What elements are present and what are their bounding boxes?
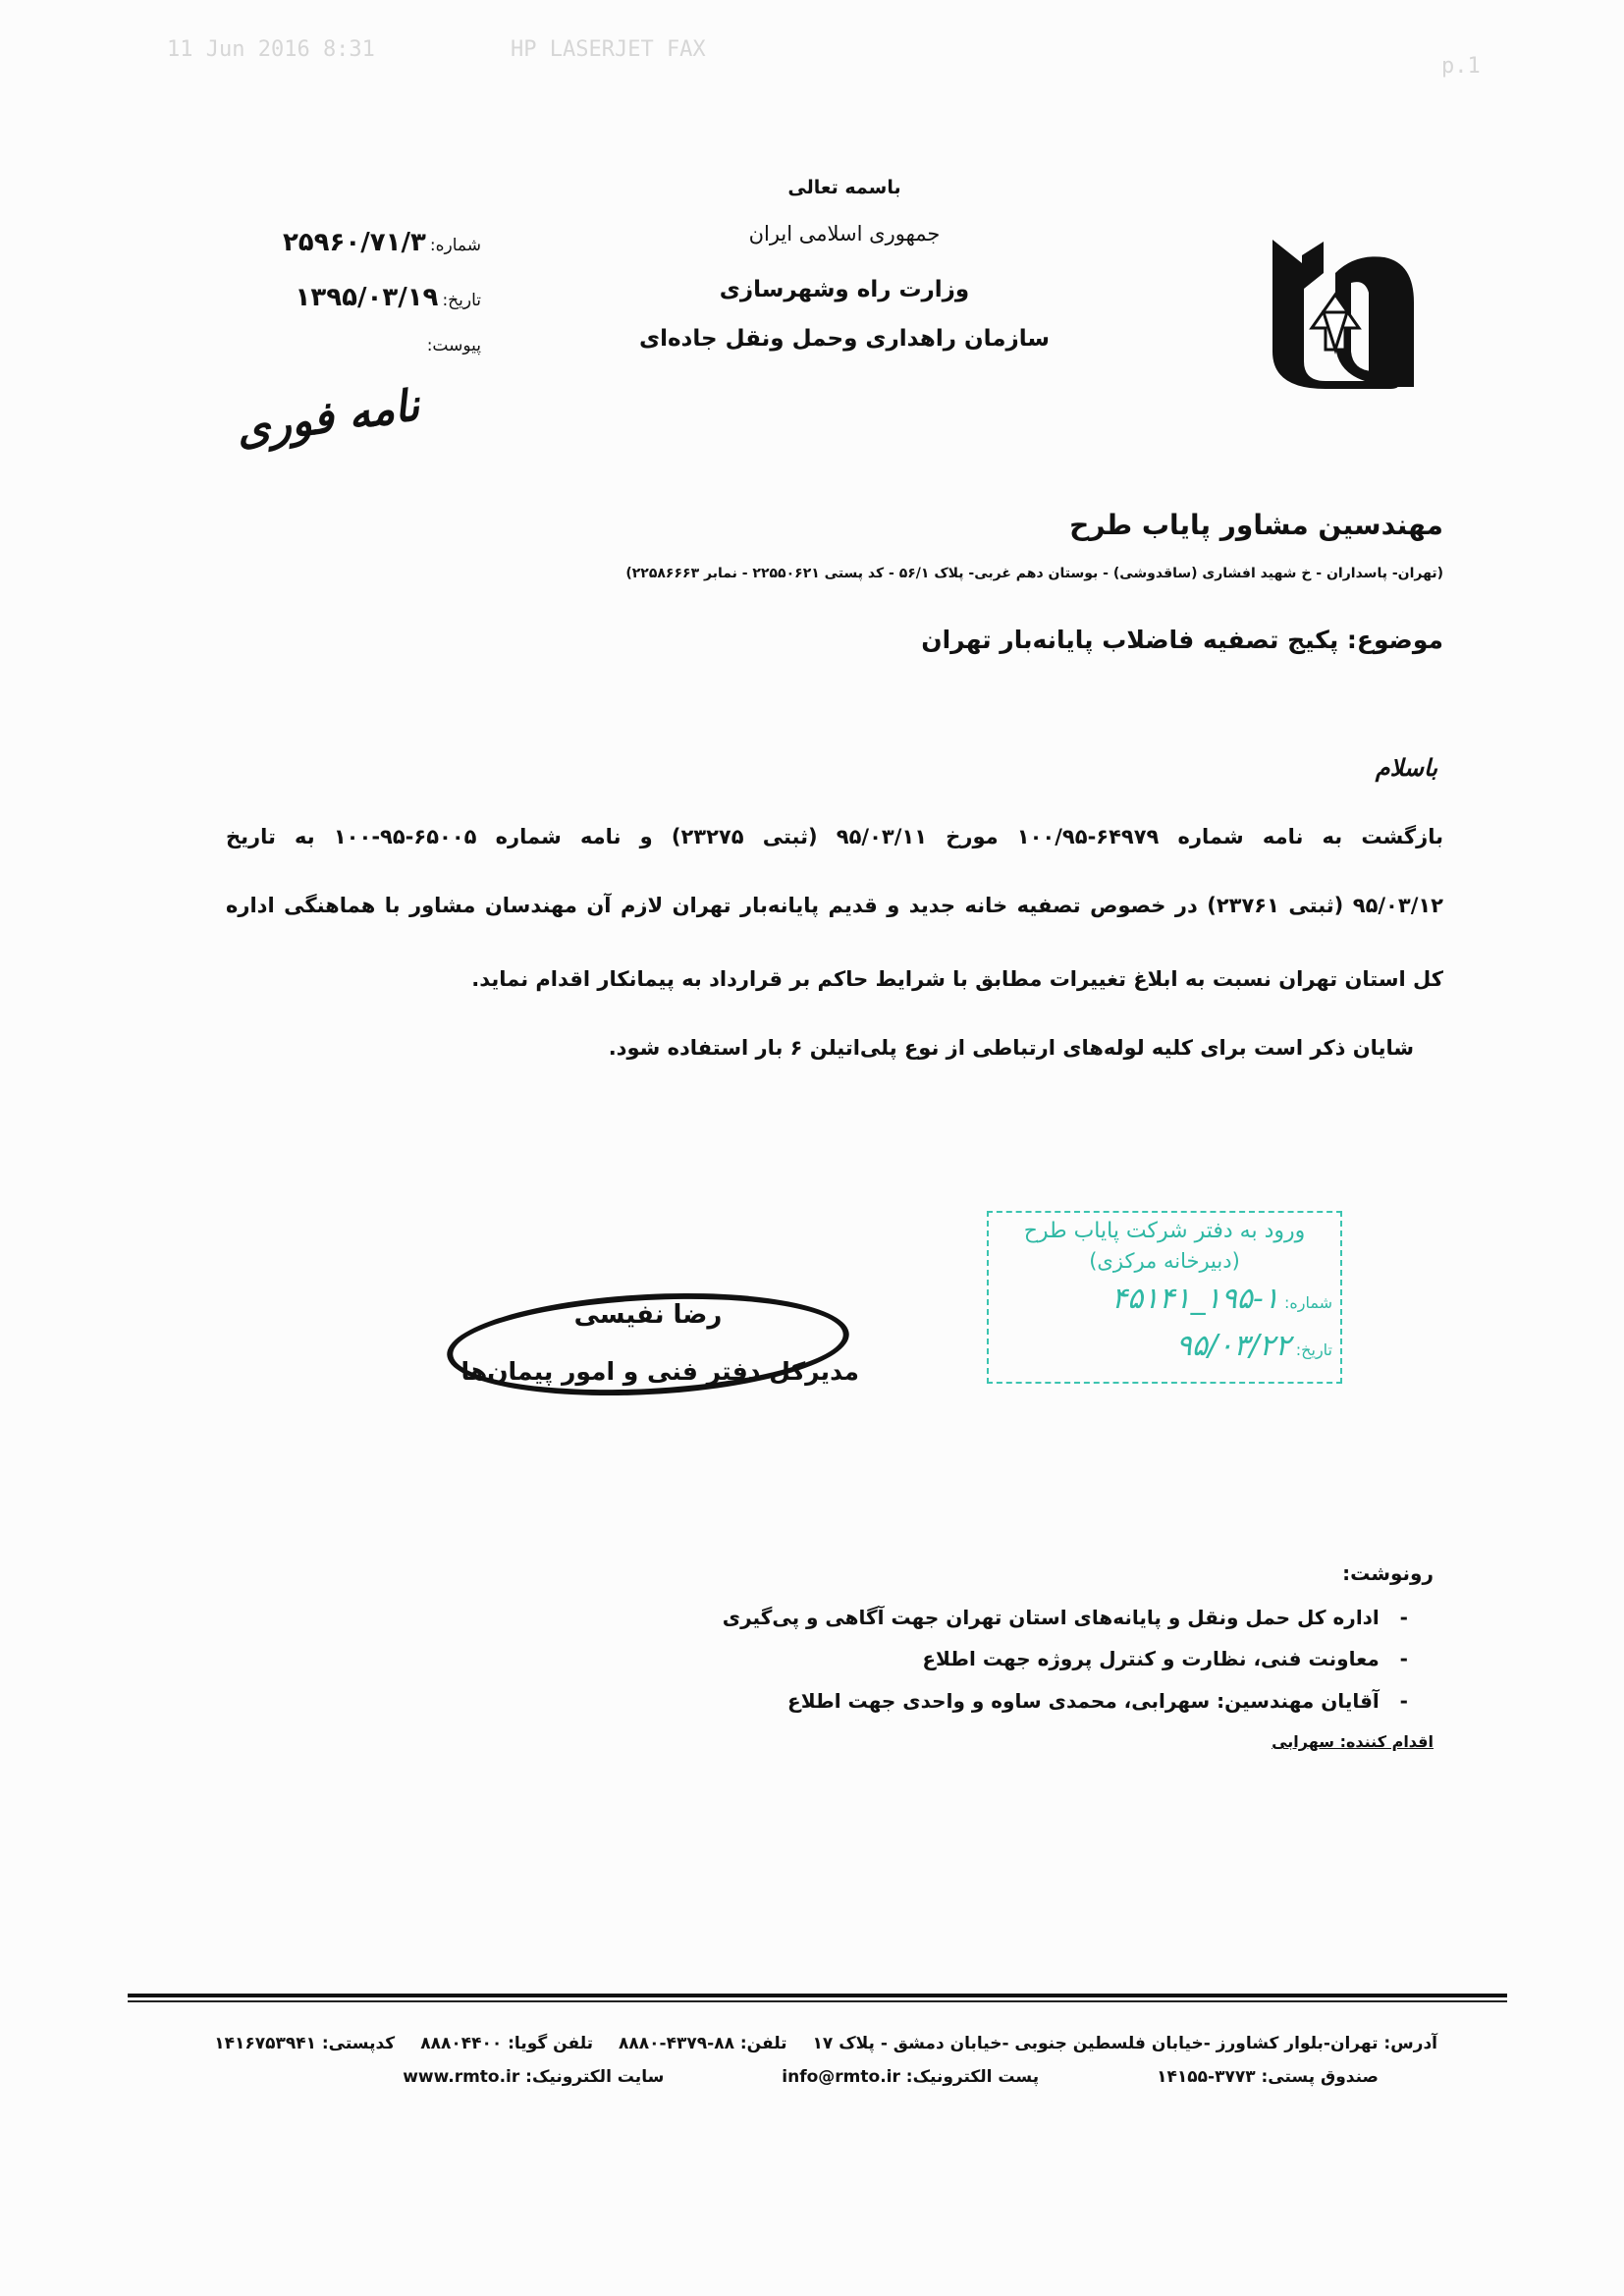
recipient-name: مهندسین مشاور پایاب طرح [1069,509,1443,541]
footer-po-box: صندوق پستی: ۳۷۷۳-۱۴۱۵۵ [1157,2067,1379,2087]
stamp-number: شماره: ۱-۱۹۵_۴۵۱۴۱ [1111,1282,1332,1316]
letter-number: شماره:۲۵۹۶۰/۷۱/۳ [282,228,481,257]
letter-date: تاریخ:۱۳۹۵/۰۳/۱۹ [295,283,481,312]
action-by: اقدام کننده: سهرابی [1272,1732,1434,1751]
stamp-line2: (دبیرخانه مرکزی) [1089,1249,1240,1273]
organization-name: سازمان راهداری وحمل ونقل جاده‌ای [639,326,1050,352]
cc-item: - آقایان مهندسین: سهرابی، محمدی ساوه و واحدی جهت اطلاع [787,1689,1408,1713]
ministry-name: وزارت راه وشهرسازی [719,277,970,302]
footer-divider [128,1994,1507,1997]
signer-name: رضا نفیسی [573,1300,723,1330]
footer [128,2031,1437,2098]
footer-row-1 [128,2031,1437,2056]
salutation: باسلام [1375,754,1437,782]
body-note: شایان ذکر است برای کلیه لوله‌های ارتباطی از نوع پلی‌اتیلن ۶ بار استفاده شود. [608,1036,1414,1060]
attachment: پیوست: [426,336,481,355]
fax-page: p.1 [1441,54,1481,79]
footer-postal-code: کدپستی: ۱۴۱۶۷۵۳۹۴۱ [214,2034,396,2053]
footer-voice-phone: تلفن گویا: ۸۸۸۰۴۴۰۰ [420,2034,594,2053]
stamp-date: تاریخ: ۹۵/۰۳/۲۲ [1175,1329,1332,1363]
rmto-logo-icon [1267,234,1424,393]
footer-row-2 [128,2064,1437,2090]
subject: موضوع: پکیج تصفیه فاضلاب پایانه‌بار تهران [921,626,1443,654]
recipient-address: (تهران- پاسداران - خ شهید افشاری (ساقدوشی) - بوستان دهم غربی- پلاک ۵۶/۱ - کد پستی ۲۲۵۵۰۶۲۱ - نمابر ۲۲۵۸۶۶۶۳) [625,566,1443,581]
invocation: باسمه تعالی [787,177,901,198]
footer-divider-thin [128,2000,1507,2002]
signer-title: مدیرکل دفتر فنی و امور پیمان‌ها [460,1357,859,1386]
body-line-3: کل استان تهران نسبت به ابلاغ تغییرات مطابق با شرایط حاکم بر قرارداد به پیمانکار اقدام نماید. [471,967,1443,991]
body-line-1: بازگشت به نامه شماره ۶۴۹۷۹-۱۰۰/۹۵ مورخ ۹۵/۰۳/۱۱ (ثبتی ۲۳۲۷۵) و نامه شماره ۶۵۰۰۵-۹۵-۱۰۰ به تاریخ [226,825,1443,848]
fax-datetime: 11 Jun 2016 8:31 [167,37,375,62]
cc-item: - معاونت فنی، نظارت و کنترل پروژه جهت اطلاع [922,1647,1408,1670]
fax-device: HP LASERJET FAX [511,37,706,62]
footer-website[interactable]: سایت الکترونیک: www.rmto.ir [403,2067,665,2087]
country-name: جمهوری اسلامی ایران [748,222,941,246]
body-line-2: ۹۵/۰۳/۱۲ (ثبتی ۲۳۷۶۱) در خصوص تصفیه خانه جدید و قدیم پایانه‌بار تهران لازم آن مهندسان مشاور با هماهنگی اداره [226,894,1443,917]
footer-email[interactable]: پست الکترونیک: info@rmto.ir [782,2067,1040,2087]
footer-phone: تلفن: ۸۸-۴۳۷۹-۸۸۸۰ [619,2034,787,2053]
cc-item: - اداره کل حمل ونقل و پایانه‌های استان تهران جهت آگاهی و پی‌گیری [722,1606,1408,1629]
footer-address: آدرس: تهران-بلوار کشاورز -خیابان فلسطین جنوبی -خیابان دمشق - پلاک ۱۷ [812,2034,1437,2053]
received-stamp [987,1211,1342,1384]
stamp-line1: ورود به دفتر شرکت پایاب طرح [1023,1219,1306,1243]
urgent-note: نامه فوری [233,380,423,456]
cc-label: رونوشت: [1342,1561,1434,1585]
